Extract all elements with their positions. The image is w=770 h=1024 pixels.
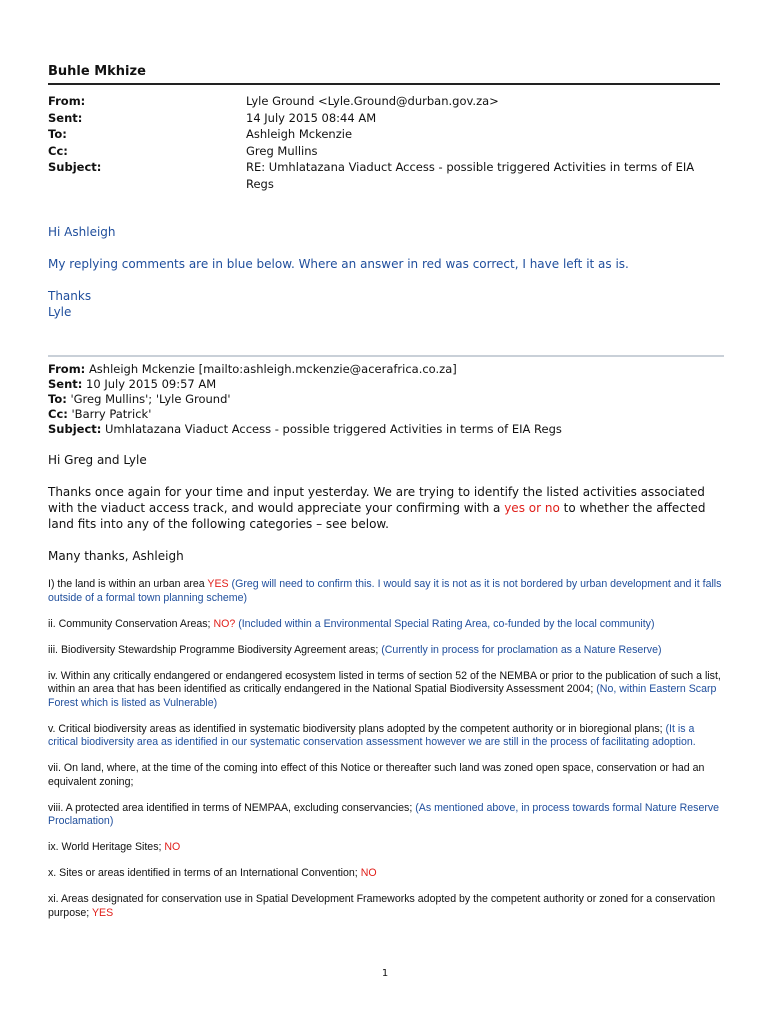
fwd-from-label: From: xyxy=(48,362,86,376)
category-item xyxy=(48,893,724,920)
original-para-b: to whether the affected land fits into any of the following categories – see below. xyxy=(48,501,706,531)
cc-label: Cc: xyxy=(48,143,68,158)
email-header xyxy=(48,93,720,192)
forward-separator xyxy=(48,355,724,357)
category-item xyxy=(48,723,724,750)
category-item xyxy=(48,644,724,658)
answer-red: NO? xyxy=(213,617,236,630)
fwd-cc-row xyxy=(48,407,724,422)
category-item xyxy=(48,578,724,605)
comment-blue: (Included within a Environmental Special Rating Area, co-funded by the local community) xyxy=(235,617,655,630)
comment-blue: (As mentioned above, in process towards formal Nature Reserve Proclamation) xyxy=(48,801,720,827)
fwd-to-value: 'Greg Mullins'; 'Lyle Ground' xyxy=(70,392,231,406)
answer-red: NO xyxy=(164,841,181,853)
category-item xyxy=(48,762,724,789)
original-signoff: Many thanks, Ashleigh xyxy=(48,549,184,563)
original-para-a: Thanks once again for your time and input yesterday. We are trying to identify the listed activities associated with the viaduct access track, and would appreciate your confirming with a xyxy=(48,485,705,515)
category-item xyxy=(48,670,724,711)
category-text: viii. A protected area identified in terms of NEMPAA, excluding conservancies; xyxy=(48,801,416,814)
category-text: xi. Areas designated for conservation use in Spatial Development Frameworks adopted by the competent authority or zoned for a conservation purpose; xyxy=(48,893,716,919)
email-page xyxy=(48,64,720,336)
fwd-sent-row xyxy=(48,377,724,392)
category-text: ix. World Heritage Sites; xyxy=(48,841,165,853)
category-text: x. Sites or areas identified in terms of an International Convention; xyxy=(48,867,361,879)
category-item xyxy=(48,802,724,829)
comment-blue: (Greg will need to confirm this. I would say it is not as it is not bordered by urban development and it falls outside of a formal town planning scheme) xyxy=(48,578,722,604)
fwd-to-row xyxy=(48,392,724,407)
answer-red: NO xyxy=(360,867,377,879)
yes-or-no-text: yes or no xyxy=(504,501,560,515)
category-text: iii. Biodiversity Stewardship Programme Biodiversity Agreement areas; xyxy=(48,643,382,656)
category-list xyxy=(48,578,724,933)
page-number: 1 xyxy=(381,968,389,979)
fwd-subject-value: Umhlatazana Viaduct Access - possible triggered Activities in terms of EIA Regs xyxy=(105,422,562,436)
comment-blue: (It is a critical biodiversity area as identified in our systematic conservation assessment however we are still in the process of facilitating adoption. xyxy=(48,722,696,748)
comment-blue: (No, within Eastern Scarp Forest which is listed as Vulnerable) xyxy=(48,683,717,709)
original-body xyxy=(48,452,724,580)
category-text: I) the land is within an urban area xyxy=(48,578,208,590)
reply-thanks: Thanks xyxy=(48,289,92,303)
fwd-from-row xyxy=(48,362,724,377)
fwd-subject-row xyxy=(48,422,724,437)
category-text: ii. Community Conservation Areas; xyxy=(48,617,214,630)
cc-value: Greg Mullins xyxy=(246,143,318,158)
original-paragraph xyxy=(48,484,724,532)
fwd-cc-label: Cc: xyxy=(48,407,68,421)
sender-name: Buhle Mkhize xyxy=(48,64,720,85)
category-text: iv. Within any critically endangered or endangered ecosystem listed in terms of section 52 of the NEMBA or prior to the publication of such a list, within an area that has been identified as critically endangered in the National Spatial Biodiversity Assessment 2004; xyxy=(48,669,721,695)
fwd-subject-label: Subject: xyxy=(48,422,102,436)
fwd-to-label: To: xyxy=(48,392,67,406)
answer-red: YES xyxy=(91,906,114,919)
category-item xyxy=(48,618,724,632)
from-label: From: xyxy=(48,94,86,108)
to-value: Ashleigh Mckenzie xyxy=(246,127,353,141)
answer-red: YES xyxy=(207,578,229,590)
forwarded-header xyxy=(48,362,724,437)
reply-greeting: Hi Ashleigh xyxy=(48,225,116,239)
from-value: Lyle Ground <Lyle.Ground@durban.gov.za> xyxy=(246,94,499,108)
category-item xyxy=(48,867,724,881)
reply-line: My replying comments are in blue below. Where an answer in red was correct, I have left it as is. xyxy=(48,257,629,271)
fwd-sent-label: Sent: xyxy=(48,377,83,391)
category-item xyxy=(48,841,724,855)
reply-signoff: Lyle xyxy=(48,305,72,319)
fwd-from-value: Ashleigh Mckenzie [mailto:ashleigh.mckenzie@acerafrica.co.za] xyxy=(88,362,457,376)
sent-label: Sent: xyxy=(48,110,83,125)
fwd-sent-value: 10 July 2015 09:57 AM xyxy=(86,377,217,391)
reply-body xyxy=(48,224,720,320)
original-greeting: Hi Greg and Lyle xyxy=(48,453,147,467)
sent-value: 14 July 2015 08:44 AM xyxy=(246,110,377,125)
to-label: To: xyxy=(48,127,67,141)
comment-blue: (Currently in process for proclamation as a Nature Reserve) xyxy=(381,643,662,656)
category-text: v. Critical biodiversity areas as identified in systematic biodiversity plans adopted by the competent authority or in bioregional plans; xyxy=(48,722,666,735)
subject-value: RE: Umhlatazana Viaduct Access - possible triggered Activities in terms of EIA Regs xyxy=(246,160,695,191)
category-text: vii. On land, where, at the time of the coming into effect of this Notice or thereafter such land was zoned open space, conservation or had an equivalent zoning; xyxy=(48,762,705,788)
fwd-cc-value: 'Barry Patrick' xyxy=(71,407,152,421)
subject-label: Subject: xyxy=(48,160,102,174)
